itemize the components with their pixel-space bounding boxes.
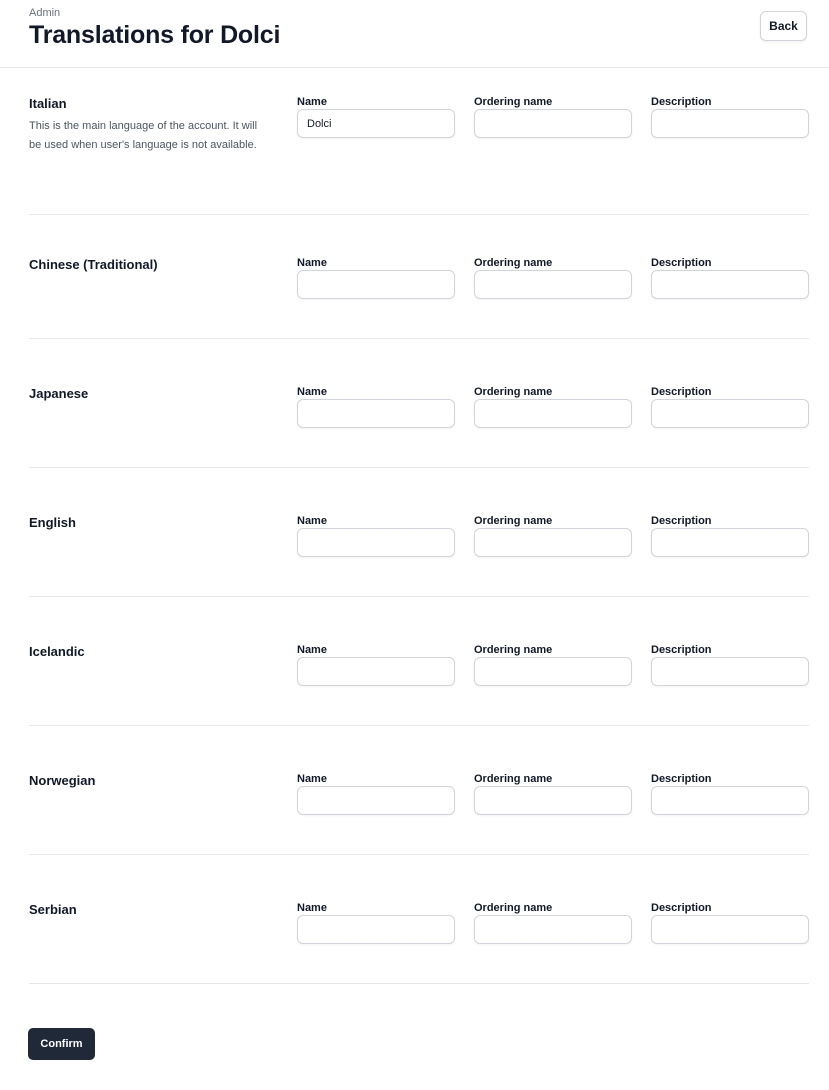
name-input[interactable] bbox=[297, 657, 455, 686]
breadcrumb[interactable]: Admin bbox=[29, 7, 61, 19]
ordering-name-input[interactable] bbox=[474, 786, 632, 815]
name-label: Name bbox=[297, 386, 327, 398]
ordering-name-label: Ordering name bbox=[474, 773, 553, 785]
description-input[interactable] bbox=[651, 270, 809, 299]
page-title: Translations for Dolci bbox=[29, 21, 281, 49]
description-input[interactable] bbox=[651, 915, 809, 944]
language-name: English bbox=[29, 515, 76, 530]
description-label: Description bbox=[651, 257, 712, 269]
language-name: Serbian bbox=[29, 902, 77, 917]
language-section bbox=[29, 725, 809, 855]
name-label: Name bbox=[297, 257, 327, 269]
language-name: Japanese bbox=[29, 386, 89, 401]
ordering-name-label: Ordering name bbox=[474, 515, 553, 527]
ordering-name-label: Ordering name bbox=[474, 257, 553, 269]
description-input[interactable] bbox=[651, 786, 809, 815]
ordering-name-input[interactable] bbox=[474, 915, 632, 944]
language-section bbox=[29, 854, 809, 984]
language-section bbox=[29, 338, 809, 468]
name-input[interactable] bbox=[297, 915, 455, 944]
language-name: Chinese (Traditional) bbox=[29, 257, 158, 272]
name-input[interactable] bbox=[297, 528, 455, 557]
language-name: Italian bbox=[29, 96, 67, 111]
language-section bbox=[29, 467, 809, 597]
ordering-name-input[interactable] bbox=[474, 270, 632, 299]
name-input[interactable] bbox=[297, 399, 455, 428]
description-label: Description bbox=[651, 902, 712, 914]
description-label: Description bbox=[651, 644, 712, 656]
description-label: Description bbox=[651, 773, 712, 785]
description-label: Description bbox=[651, 515, 712, 527]
ordering-name-label: Ordering name bbox=[474, 96, 553, 108]
name-input[interactable] bbox=[297, 109, 455, 138]
name-label: Name bbox=[297, 96, 327, 108]
description-input[interactable] bbox=[651, 109, 809, 138]
description-label: Description bbox=[651, 386, 712, 398]
description-label: Description bbox=[651, 96, 712, 108]
name-label: Name bbox=[297, 644, 327, 656]
name-label: Name bbox=[297, 902, 327, 914]
language-description: This is the main language of the account. It will be used when user's language is not available. bbox=[29, 120, 258, 151]
description-input[interactable] bbox=[651, 528, 809, 557]
name-input[interactable] bbox=[297, 270, 455, 299]
ordering-name-label: Ordering name bbox=[474, 902, 553, 914]
name-label: Name bbox=[297, 515, 327, 527]
description-input[interactable] bbox=[651, 399, 809, 428]
name-input[interactable] bbox=[297, 786, 455, 815]
name-label: Name bbox=[297, 773, 327, 785]
ordering-name-input[interactable] bbox=[474, 657, 632, 686]
ordering-name-label: Ordering name bbox=[474, 386, 553, 398]
language-section bbox=[29, 96, 809, 215]
confirm-button[interactable]: Confirm bbox=[28, 1028, 95, 1060]
language-section bbox=[29, 596, 809, 726]
ordering-name-input[interactable] bbox=[474, 109, 632, 138]
language-section bbox=[29, 209, 809, 339]
description-input[interactable] bbox=[651, 657, 809, 686]
language-name: Icelandic bbox=[29, 644, 85, 659]
page-header bbox=[0, 0, 829, 68]
language-name: Norwegian bbox=[29, 773, 96, 788]
ordering-name-label: Ordering name bbox=[474, 644, 553, 656]
ordering-name-input[interactable] bbox=[474, 399, 632, 428]
back-button[interactable]: Back bbox=[760, 11, 807, 41]
ordering-name-input[interactable] bbox=[474, 528, 632, 557]
